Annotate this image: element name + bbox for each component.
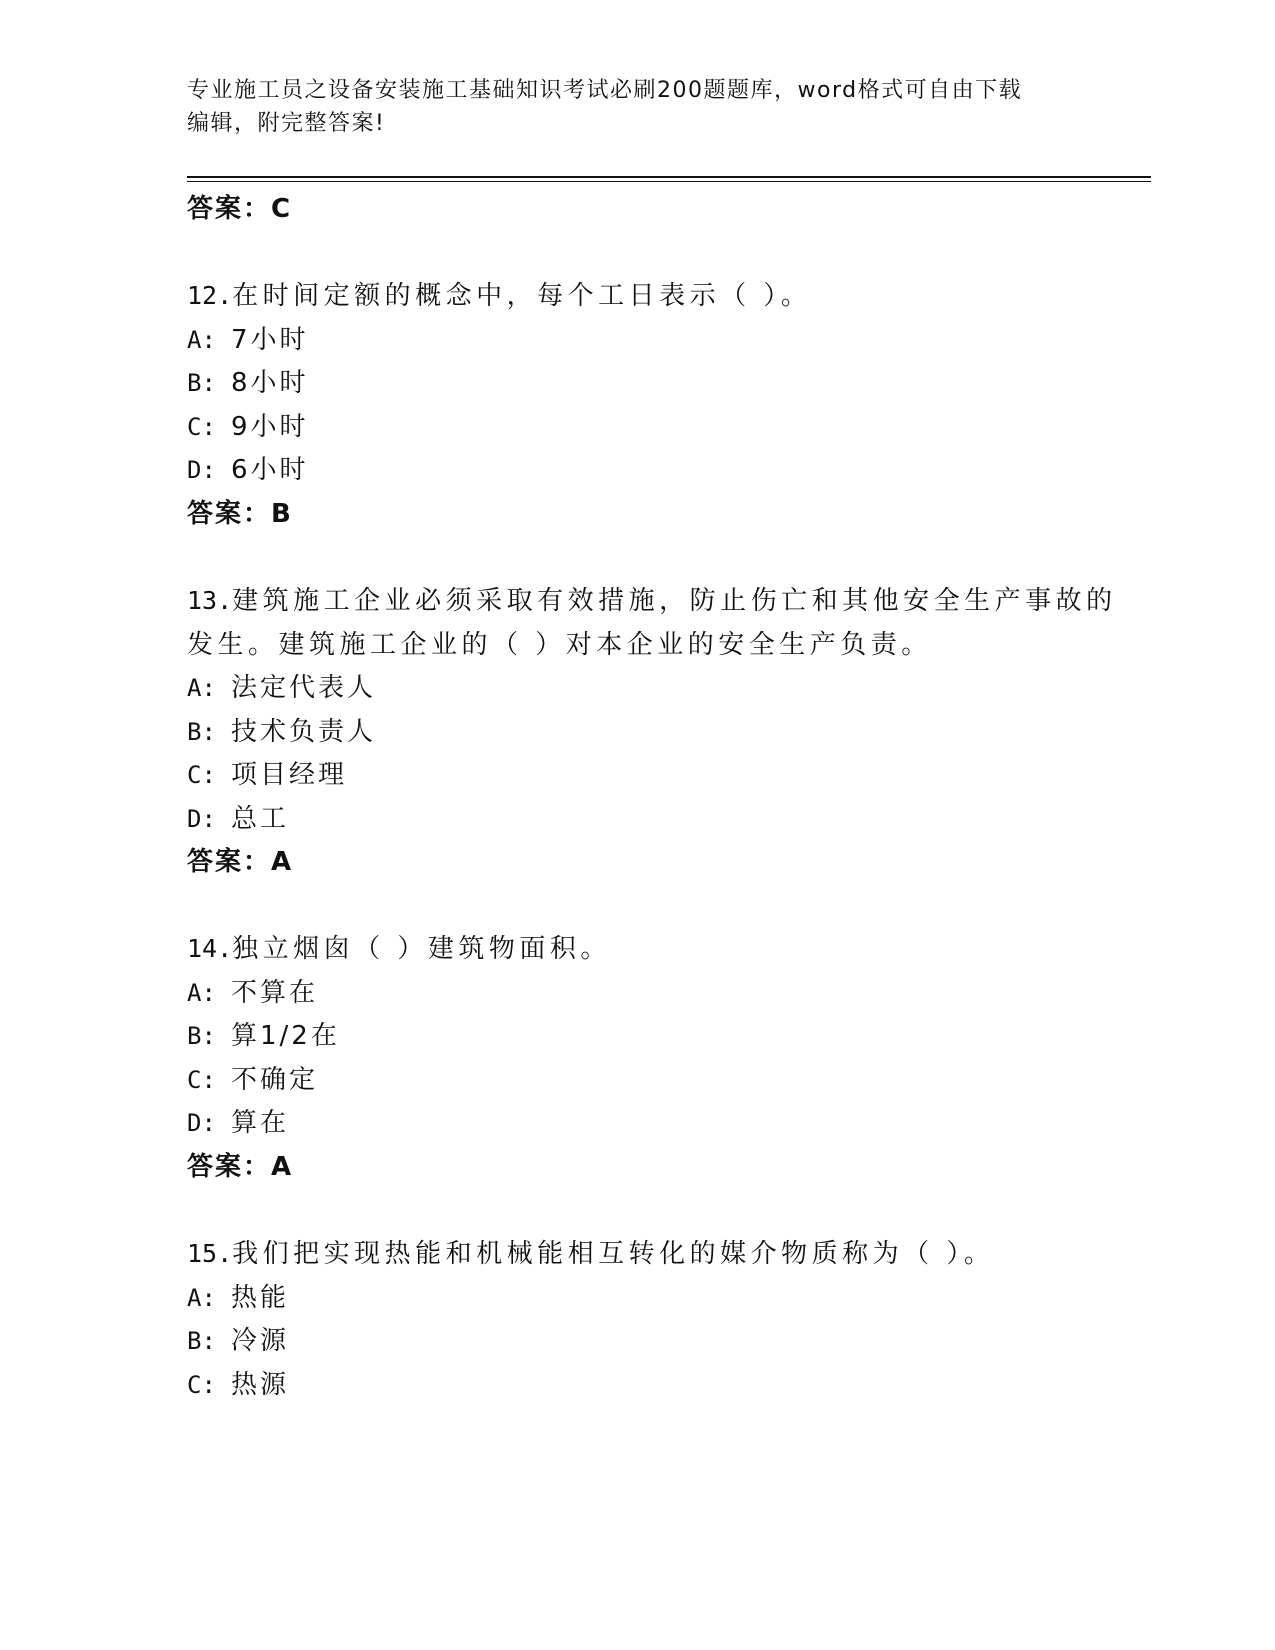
option-letter: C:: [187, 1066, 216, 1094]
option-letter: A:: [187, 326, 216, 354]
option-letter: A:: [187, 979, 216, 1007]
option-text: 不算在: [231, 978, 319, 1008]
option-text: 6小时: [231, 455, 309, 485]
question-text: 建筑施工企业必须采取有效措施，防止伤亡和其他安全生产事故的: [232, 586, 1117, 616]
option-b: [187, 365, 309, 401]
option-text: 算在: [231, 1108, 290, 1138]
option-text: 不确定: [231, 1065, 319, 1095]
option-a: [187, 670, 376, 706]
option-text: 8小时: [231, 368, 309, 398]
option-b: [187, 1018, 340, 1054]
answer-line: 答案：B: [187, 499, 293, 529]
question-text: 在时间定额的概念中，每个工日表示（ ）。: [232, 281, 812, 311]
question-13: [187, 583, 1117, 619]
option-d: [187, 1105, 289, 1141]
option-letter: C:: [187, 761, 216, 789]
option-text: 7小时: [231, 325, 309, 355]
option-letter: A:: [187, 1284, 216, 1312]
option-letter: B:: [187, 1022, 216, 1050]
option-a: [187, 975, 318, 1011]
option-b: [187, 714, 376, 750]
option-letter: B:: [187, 369, 216, 397]
header-divider-thick: [187, 176, 1151, 178]
option-c: [187, 757, 347, 793]
header-title-line1: 专业施工员之设备安装施工基础知识考试必刷200题题库，word格式可自由下载: [187, 78, 1023, 103]
header-divider-thin: [187, 181, 1151, 182]
question-number: 13.: [187, 586, 233, 615]
question-text: 我们把实现热能和机械能相互转化的媒介物质称为（ ）。: [232, 1239, 995, 1269]
option-text: 算1/2在: [231, 1021, 340, 1051]
option-text: 项目经理: [231, 760, 348, 790]
option-c: [187, 1062, 318, 1098]
question-14: [187, 931, 611, 967]
question-13-continued: 发生。建筑施工企业的（ ）对本企业的安全生产负责。: [187, 630, 932, 660]
option-letter: B:: [187, 718, 216, 746]
question-number: 14.: [187, 934, 233, 963]
document-header: [187, 74, 1067, 140]
option-b: [187, 1323, 289, 1359]
option-letter: C:: [187, 413, 216, 441]
option-text: 总工: [231, 804, 290, 834]
answer-line: 答案：A: [187, 847, 294, 877]
header-title-line2: 编辑，附完整答案!: [187, 111, 386, 136]
option-a: [187, 322, 309, 358]
question-number: 15.: [187, 1239, 233, 1268]
question-text: 独立烟囱（ ）建筑物面积。: [232, 934, 611, 964]
option-letter: A:: [187, 674, 216, 702]
option-text: 技术负责人: [231, 717, 377, 747]
option-d: [187, 801, 289, 837]
question-number: 12.: [187, 281, 233, 310]
option-c: [187, 1367, 289, 1403]
question-12: [187, 278, 811, 314]
option-text: 热能: [231, 1283, 290, 1313]
answer-line: 答案：A: [187, 1152, 294, 1182]
option-text: 法定代表人: [231, 673, 377, 703]
answer-line: 答案：C: [187, 194, 293, 224]
option-text: 9小时: [231, 412, 309, 442]
option-letter: B:: [187, 1327, 216, 1355]
option-a: [187, 1280, 289, 1316]
option-text: 冷源: [231, 1326, 290, 1356]
option-letter: D:: [187, 805, 216, 833]
option-c: [187, 409, 309, 445]
option-letter: D:: [187, 456, 216, 484]
option-letter: C:: [187, 1371, 216, 1399]
option-letter: D:: [187, 1109, 216, 1137]
option-d: [187, 452, 309, 488]
question-15: [187, 1236, 994, 1272]
option-text: 热源: [231, 1370, 290, 1400]
